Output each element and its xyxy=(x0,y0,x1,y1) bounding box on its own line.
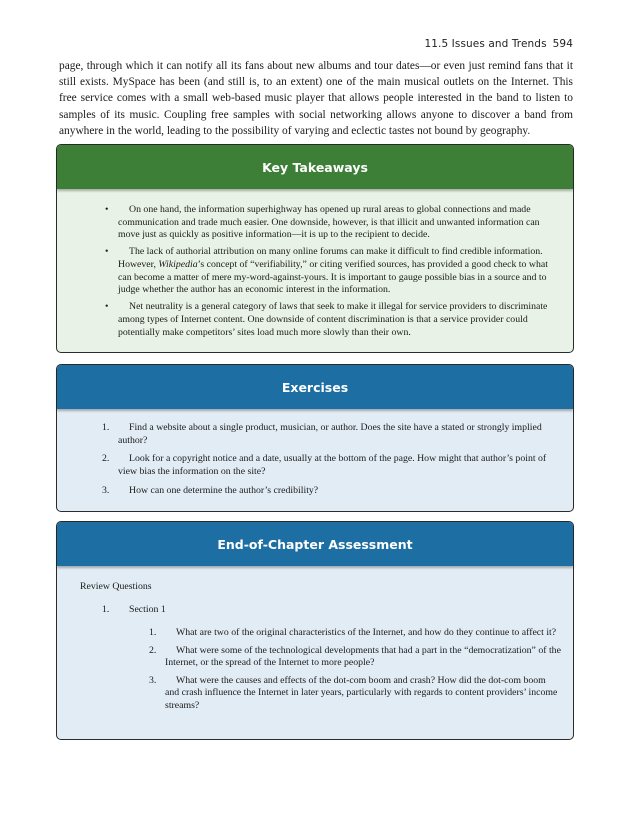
list-item-text: How can one determine the author’s credibility? xyxy=(129,484,319,496)
item-number: 1. xyxy=(102,604,110,615)
key-takeaways-list xyxy=(105,204,558,344)
wikipedia-emphasis: Wikipedia xyxy=(158,258,198,270)
exercises-box xyxy=(56,364,574,512)
list-item-text: What were some of the technological developments that had a part in the “democratization” of the Internet, or the spread of the Internet to more people? xyxy=(165,644,561,669)
item-number: 3. xyxy=(149,674,157,686)
assessment-box xyxy=(56,521,574,740)
list-item xyxy=(105,246,558,296)
list-item-text: What were the causes and effects of the dot-com boom and crash? How did the dot-com boom and crash influence the Internet in later years, particularly with regards to content providers’ income streams? xyxy=(165,674,558,711)
section-list xyxy=(102,604,558,617)
list-item-text: Net neutrality is a general category of laws that seek to make it illegal for service providers to discriminate among types of Internet content. One downside of content discrimination is that a service provider could potentially make competitors’ sites load much more slowly than their own. xyxy=(118,301,548,338)
page-number: 594 xyxy=(552,38,573,50)
list-item xyxy=(149,627,561,640)
key-takeaways-title: Key Takeaways xyxy=(57,145,573,189)
list-item-text: On one hand, the information superhighway has opened up rural areas to global connections and made communication and trade much easier. One downside, however, is that illicit and unwanted information can move just as quickly as positive information—it is up to the recipient to decide. xyxy=(118,204,540,241)
review-questions-label: Review Questions xyxy=(80,581,152,592)
list-item-text-post: ’s concept of “verifiability,” or citing verified sources, has provided a good check to what can become a matter of mere my-word-against-yours. It is important to gauge possible bias in a source and to judge whether the author has an economic interest in the information. xyxy=(118,258,548,296)
list-item xyxy=(149,644,561,670)
list-item-text-pre: The lack of authorial attribution on many online forums can make it difficult to find credible information. However, xyxy=(118,246,543,270)
exercises-list xyxy=(102,422,560,504)
review-questions-list xyxy=(149,627,561,718)
bullet-marker: • xyxy=(105,246,109,258)
assessment-title: End-of-Chapter Assessment xyxy=(57,522,573,566)
item-number: 2. xyxy=(149,644,157,656)
list-item-text: What are two of the original characteristics of the Internet, and how do they continue to affect it? xyxy=(176,627,557,638)
section-heading: Section 1 xyxy=(129,604,166,615)
list-item xyxy=(102,422,560,447)
list-item xyxy=(102,604,558,617)
list-item xyxy=(149,674,561,713)
item-number: 1. xyxy=(149,627,157,638)
list-item xyxy=(105,301,558,339)
list-item xyxy=(102,453,560,478)
list-item-text: Find a website about a single product, musician, or author. Does the site have a stated or strongly implied author? xyxy=(118,422,542,446)
item-number: 1. xyxy=(102,422,110,433)
running-head-section: 11.5 Issues and Trends xyxy=(424,38,547,50)
list-item-text: Look for a copyright notice and a date, usually at the bottom of the page. How might that author’s point of view bias the information on the site? xyxy=(118,453,547,477)
intro-paragraph: page, through which it can notify all its fans about new albums and tour dates—or even just remind fans that it still exists. MySpace has been (and still is, to an extent) one of the main musical outlets on the Internet. This free service comes with a small web-based music player that allows people interested in the band to listen to samples of its music. Coupling free samples with social networking allows anyone to discover a band from anywhere in the world, leading to the possibility of varying and eclectic tastes not bound by geography. xyxy=(59,60,573,137)
list-item xyxy=(102,484,560,498)
list-item xyxy=(105,204,558,242)
key-takeaways-box xyxy=(56,144,574,353)
running-head xyxy=(424,38,573,50)
item-number: 3. xyxy=(102,484,110,496)
bullet-marker: • xyxy=(105,301,109,313)
exercises-title: Exercises xyxy=(57,365,573,409)
bullet-marker: • xyxy=(105,204,109,215)
item-number: 2. xyxy=(102,453,110,465)
